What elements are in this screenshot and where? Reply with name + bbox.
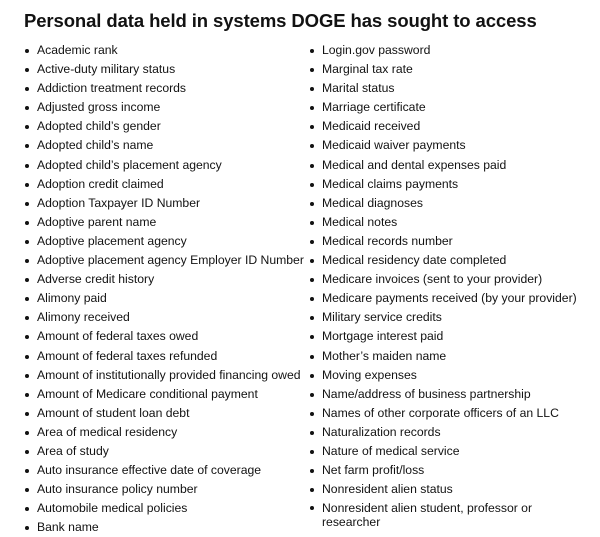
bullet-icon	[310, 488, 314, 492]
list-item-label: Adoptive parent name	[37, 214, 157, 229]
list-item	[24, 194, 300, 213]
list-item	[24, 499, 300, 518]
list-item-label: Military service credits	[322, 310, 442, 325]
list-item	[24, 213, 300, 232]
list-item-label: Medicare invoices (sent to your provider)	[322, 272, 543, 287]
list-item-label: Nonresident alien status	[322, 482, 453, 497]
bullet-icon	[25, 488, 29, 492]
list-item	[24, 404, 300, 423]
list-item	[309, 194, 589, 213]
list-item-label: Adopted child’s name	[37, 138, 154, 153]
list-item	[24, 60, 300, 79]
list-item-label: Adverse credit history	[37, 272, 155, 287]
bullet-icon	[310, 374, 314, 378]
bullet-icon	[25, 144, 29, 148]
list-item	[24, 98, 300, 117]
bullet-icon	[310, 278, 314, 282]
list-item	[309, 41, 589, 60]
list-item	[309, 442, 589, 461]
list-item	[309, 480, 589, 499]
list-item-label: Adoption Taxpayer ID Number	[37, 195, 201, 210]
list-item-label: Mother’s maiden name	[322, 348, 447, 363]
list-item	[309, 60, 589, 79]
list-item-label: Medical diagnoses	[322, 195, 423, 210]
list-item	[24, 232, 300, 251]
list-item-label: Medical records number	[322, 233, 453, 248]
bullet-icon	[310, 183, 314, 187]
list-item-label: Automobile medical policies	[37, 501, 188, 516]
list-item	[309, 136, 589, 155]
list-item-label: Marriage certificate	[322, 100, 426, 115]
list-item-label: Medicaid received	[322, 119, 421, 134]
bullet-icon	[25, 202, 29, 206]
bullet-icon	[25, 183, 29, 187]
list-item	[309, 98, 589, 117]
bullet-icon	[25, 355, 29, 359]
bullet-icon	[310, 297, 314, 301]
data-list-right	[309, 41, 589, 529]
bullet-icon	[25, 87, 29, 91]
list-item	[24, 385, 300, 404]
list-item	[24, 347, 300, 366]
list-item-label: Marginal tax rate	[322, 62, 413, 77]
list-item	[309, 232, 589, 251]
list-item	[24, 518, 300, 537]
bullet-icon	[25, 469, 29, 473]
data-list-left	[24, 41, 304, 537]
bullet-icon	[310, 125, 314, 129]
bullet-icon	[25, 507, 29, 511]
bullet-icon	[25, 164, 29, 168]
bullet-icon	[310, 68, 314, 72]
list-item	[24, 156, 300, 175]
bullet-icon	[310, 450, 314, 454]
list-item-label: Adopted child’s placement agency	[37, 157, 222, 172]
list-item	[24, 175, 300, 194]
list-item-label: Amount of Medicare conditional payment	[37, 386, 258, 401]
bullet-icon	[310, 412, 314, 416]
list-item	[24, 308, 300, 327]
bullet-icon	[310, 469, 314, 473]
list-item	[309, 327, 589, 346]
list-item-label: Amount of institutionally provided financing owed	[37, 367, 301, 382]
list-item	[309, 461, 589, 480]
bullet-icon	[25, 526, 29, 530]
list-item-label: Adoptive placement agency Employer ID Number	[37, 253, 304, 268]
bullet-icon	[310, 202, 314, 206]
list-item-label: Medical claims payments	[322, 176, 459, 191]
list-item	[24, 480, 300, 499]
list-item-label: Medical and dental expenses paid	[322, 157, 507, 172]
list-item-label: Names of other corporate officers of an LLC	[322, 405, 559, 420]
list-item	[309, 156, 589, 175]
list-item	[309, 270, 589, 289]
list-item-label: Mortgage interest paid	[322, 329, 444, 344]
bullet-icon	[310, 393, 314, 397]
bullet-icon	[25, 240, 29, 244]
list-item	[309, 404, 589, 423]
bullet-icon	[310, 316, 314, 320]
bullet-icon	[25, 278, 29, 282]
bullet-icon	[25, 412, 29, 416]
list-item	[24, 251, 304, 270]
bullet-icon	[25, 49, 29, 53]
list-item-label: Nature of medical service	[322, 443, 460, 458]
list-item	[309, 366, 589, 385]
list-item	[309, 79, 589, 98]
bullet-icon	[310, 164, 314, 168]
bullet-icon	[310, 506, 314, 510]
list-item-label: Active-duty military status	[37, 62, 176, 77]
list-item	[24, 41, 300, 60]
list-item	[309, 308, 589, 327]
list-item-label: Medicare payments received (by your provider)	[322, 291, 577, 306]
bullet-icon	[25, 335, 29, 339]
list-item-label: Medical notes	[322, 214, 398, 229]
list-item-label: Nonresident alien student, professor or researcher	[322, 501, 533, 530]
bullet-icon	[310, 240, 314, 244]
bullet-icon	[310, 431, 314, 435]
bullet-icon	[25, 431, 29, 435]
list-item-label: Medical residency date completed	[322, 253, 507, 268]
bullet-icon	[310, 49, 314, 53]
list-item	[24, 289, 300, 308]
list-item-label: Alimony received	[37, 310, 130, 325]
bullet-icon	[25, 393, 29, 397]
list-item-label: Area of study	[37, 443, 109, 458]
list-item-label: Auto insurance effective date of coverage	[37, 463, 262, 478]
list-item	[309, 289, 589, 308]
list-item-label: Amount of federal taxes owed	[37, 329, 199, 344]
bullet-icon	[25, 221, 29, 225]
list-item	[309, 499, 589, 529]
list-item-label: Medicaid waiver payments	[322, 138, 466, 153]
list-item-label: Academic rank	[37, 43, 118, 57]
list-item-label: Adoption credit claimed	[37, 176, 164, 191]
bullet-icon	[25, 106, 29, 110]
list-item-label: Area of medical residency	[37, 424, 178, 439]
bullet-icon	[25, 450, 29, 454]
list-item	[309, 423, 589, 442]
list-item-label: Auto insurance policy number	[37, 482, 198, 497]
list-item-label: Alimony paid	[37, 291, 107, 306]
list-item-label: Amount of student loan debt	[37, 405, 190, 420]
bullet-icon	[25, 316, 29, 320]
list-item-label: Adoptive placement agency	[37, 233, 187, 248]
list-item	[24, 423, 300, 442]
bullet-icon	[25, 68, 29, 72]
list-item	[24, 327, 300, 346]
list-item-label: Adjusted gross income	[37, 100, 161, 115]
bullet-icon	[310, 335, 314, 339]
list-item	[24, 366, 300, 385]
list-item	[309, 347, 589, 366]
list-item-label: Net farm profit/loss	[322, 463, 425, 478]
bullet-icon	[25, 259, 29, 263]
bullet-icon	[25, 374, 29, 378]
list-item-label: Moving expenses	[322, 367, 417, 382]
list-item-label: Name/address of business partnership	[322, 386, 531, 401]
list-item	[24, 79, 300, 98]
list-item-label: Addiction treatment records	[37, 81, 187, 96]
list-item-label: Amount of federal taxes refunded	[37, 348, 218, 363]
bullet-icon	[310, 106, 314, 110]
list-item	[309, 175, 589, 194]
list-item-label: Marital status	[322, 81, 395, 96]
list-item-label: Bank name	[37, 520, 99, 535]
list-item	[309, 251, 589, 270]
list-item	[24, 461, 300, 480]
list-item	[309, 213, 589, 232]
list-item	[24, 136, 300, 155]
page-title: Personal data held in systems DOGE has sought to access	[24, 10, 537, 31]
list-item-label: Login.gov password	[322, 43, 431, 57]
list-item-label: Naturalization records	[322, 424, 441, 439]
list-item	[24, 117, 300, 136]
list-item	[309, 385, 589, 404]
bullet-icon	[310, 355, 314, 359]
bullet-icon	[25, 297, 29, 301]
bullet-icon	[310, 221, 314, 225]
bullet-icon	[310, 259, 314, 263]
bullet-icon	[310, 87, 314, 91]
list-item	[309, 117, 589, 136]
list-item	[24, 442, 300, 461]
list-item	[24, 270, 300, 289]
list-item-label: Adopted child’s gender	[37, 119, 161, 134]
bullet-icon	[25, 125, 29, 129]
bullet-icon	[310, 144, 314, 148]
